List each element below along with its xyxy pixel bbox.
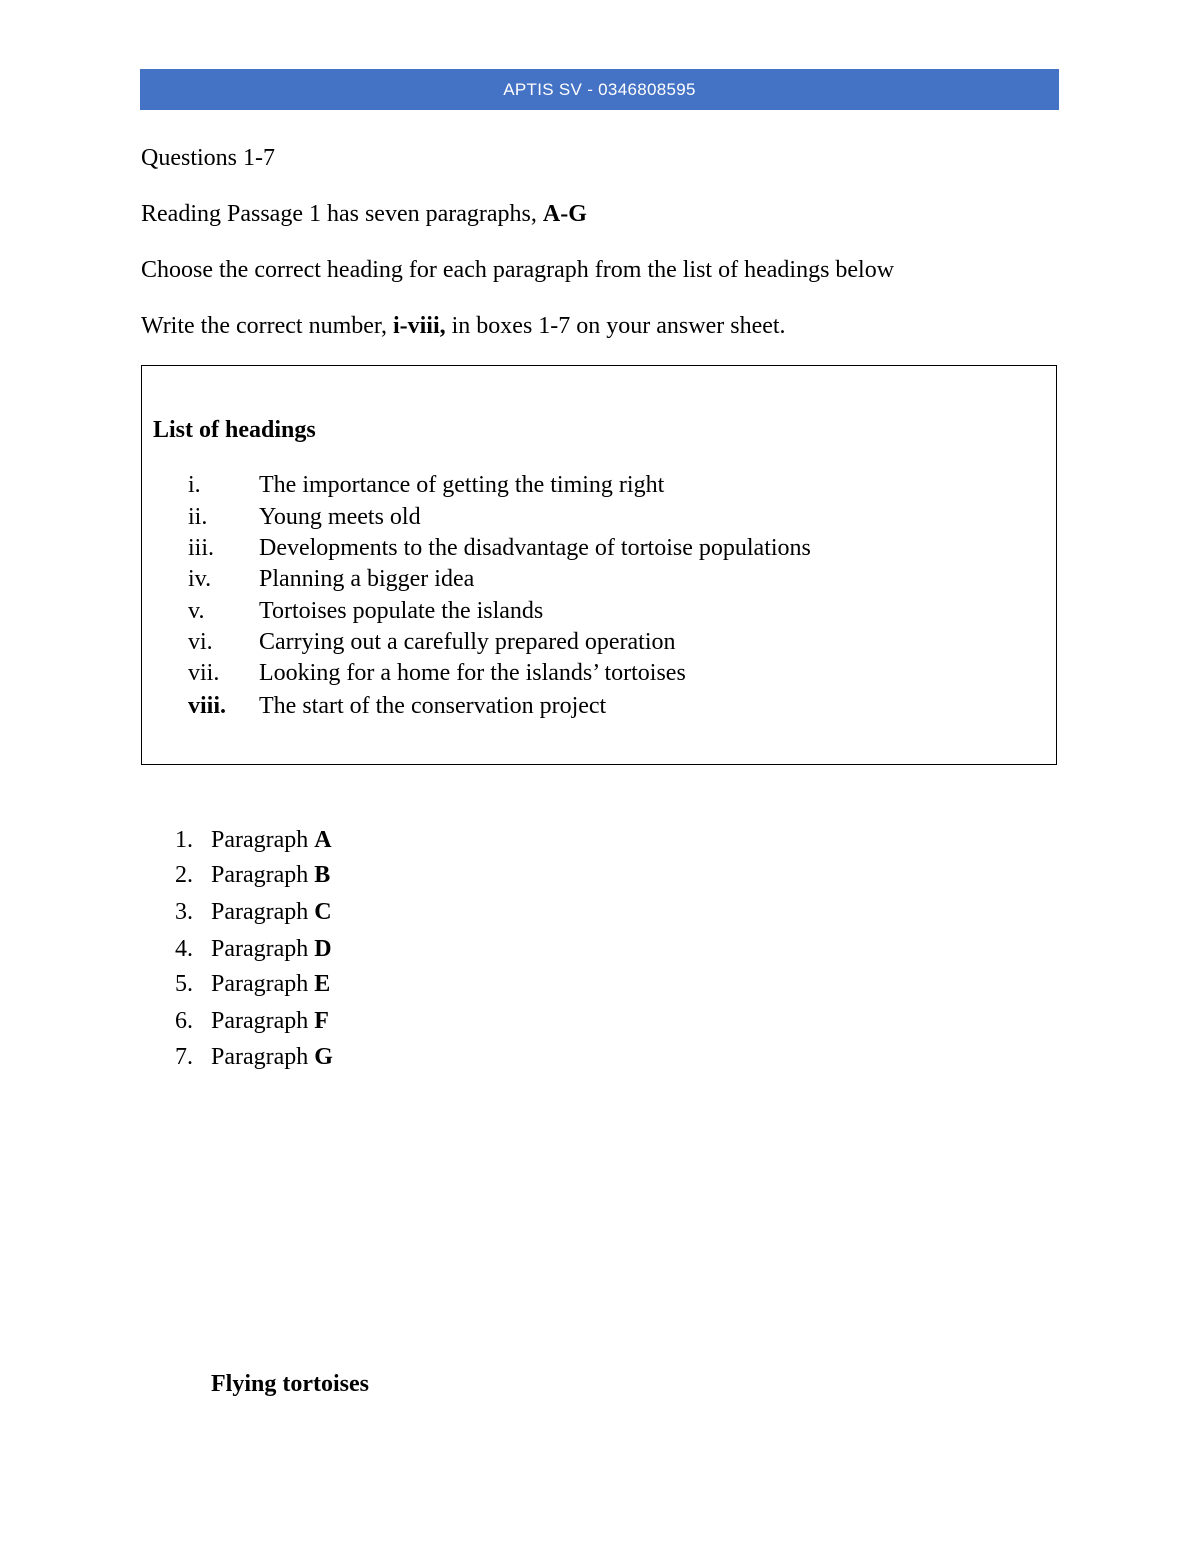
heading-number: vi. xyxy=(188,629,213,655)
paragraph-question xyxy=(175,861,330,889)
heading-text: Tortoises populate the islands xyxy=(259,598,544,624)
heading-number: viii. xyxy=(188,693,227,719)
list-of-headings-box xyxy=(141,365,1057,765)
instruction-paragraphs xyxy=(141,200,587,228)
heading-number: iv. xyxy=(188,566,212,592)
paragraph-question xyxy=(175,935,332,963)
heading-item xyxy=(188,534,811,562)
heading-text: Looking for a home for the islands’ tortoises xyxy=(259,660,686,686)
heading-item xyxy=(188,597,543,625)
question-label: Paragraph xyxy=(211,827,315,853)
heading-number: iii. xyxy=(188,535,215,561)
questions-range: Questions 1-7 xyxy=(141,145,275,171)
passage-title: Flying tortoises xyxy=(211,1371,369,1397)
paragraph-question xyxy=(175,898,332,926)
heading-text: Young meets old xyxy=(259,504,421,530)
heading-text: Developments to the disadvantage of tortoise populations xyxy=(259,535,811,561)
question-number: 1. xyxy=(175,827,193,853)
header-banner-text: APTIS SV - 0346808595 xyxy=(503,79,696,99)
question-letter: C xyxy=(314,899,332,925)
heading-item xyxy=(188,628,675,656)
question-letter: B xyxy=(314,862,331,888)
heading-text: The importance of getting the timing right xyxy=(259,472,665,498)
question-label: Paragraph xyxy=(211,1008,315,1034)
instruction-choose-heading: Choose the correct heading for each paragraph from the list of headings below xyxy=(141,257,895,283)
question-letter: D xyxy=(314,936,332,962)
question-number: 6. xyxy=(175,1008,193,1034)
question-label: Paragraph xyxy=(211,1044,315,1070)
heading-number: i. xyxy=(188,472,201,498)
question-letter: F xyxy=(314,1008,329,1034)
paragraph-question xyxy=(175,1007,329,1035)
heading-item xyxy=(188,503,421,531)
instruction-write-suffix: in boxes 1-7 on your answer sheet. xyxy=(445,313,786,339)
question-number: 3. xyxy=(175,899,193,925)
heading-item xyxy=(188,471,664,499)
instruction-write-prefix: Write the correct number, xyxy=(141,313,393,339)
heading-text: Planning a bigger idea xyxy=(259,566,475,592)
paragraph-question xyxy=(175,970,330,998)
instruction-paragraphs-text: Reading Passage 1 has seven paragraphs, xyxy=(141,201,543,227)
question-label: Paragraph xyxy=(211,862,315,888)
heading-item xyxy=(188,565,474,593)
question-number: 4. xyxy=(175,936,193,962)
heading-number: ii. xyxy=(188,504,208,530)
instruction-write-range: i-viii, xyxy=(392,313,446,339)
list-of-headings-title: List of headings xyxy=(153,417,316,443)
heading-text: Carrying out a carefully prepared operation xyxy=(259,629,676,655)
paragraph-question xyxy=(175,1043,333,1071)
question-letter: G xyxy=(314,1044,333,1070)
header-banner xyxy=(140,69,1059,110)
question-label: Paragraph xyxy=(211,899,315,925)
question-label: Paragraph xyxy=(211,971,315,997)
question-label: Paragraph xyxy=(211,936,315,962)
question-letter: E xyxy=(314,971,331,997)
question-letter: A xyxy=(314,827,332,853)
heading-number: vii. xyxy=(188,660,220,686)
question-number: 5. xyxy=(175,971,193,997)
paragraph-question xyxy=(175,826,332,854)
heading-text: The start of the conservation project xyxy=(259,693,607,719)
instruction-write-number xyxy=(141,312,786,340)
question-number: 7. xyxy=(175,1044,193,1070)
question-number: 2. xyxy=(175,862,193,888)
heading-item xyxy=(188,692,606,720)
instruction-paragraphs-range: A-G xyxy=(542,201,587,227)
heading-number: v. xyxy=(188,598,205,624)
heading-item xyxy=(188,659,686,687)
